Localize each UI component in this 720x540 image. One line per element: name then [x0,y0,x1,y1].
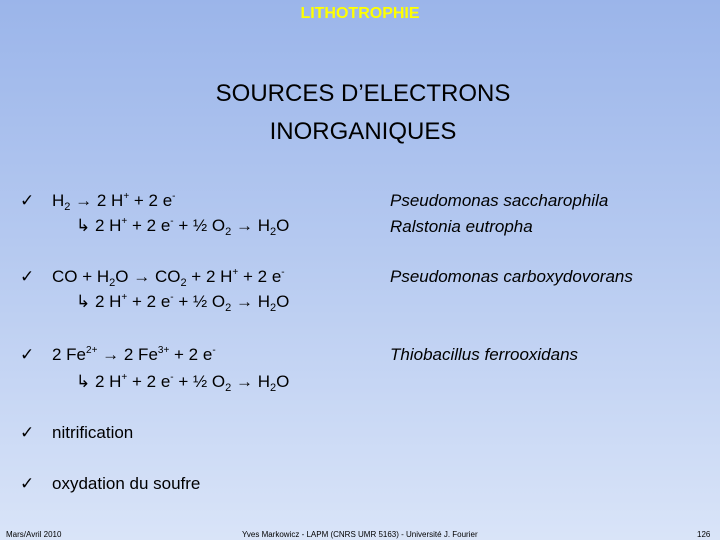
top-title: LITHOTROPHIE [300,5,420,22]
reaction-line-1: $H_2 \to 2$ H+ + 2 e- [52,191,176,213]
list-item [0,473,720,497]
list-item-label: oxydation du soufre [52,474,201,493]
reaction-line-2: ↳ 2 H+ + 2 e- + ½ $O_2 \to H_2O$ [76,292,290,314]
footer-date: Mars/Avril 2010 [6,530,62,539]
list-item [0,344,720,394]
check-icon: ✓ [20,345,35,364]
check-icon: ✓ [20,191,35,210]
page-number: 126 [697,530,711,539]
list-item [0,190,720,240]
list-item [0,422,720,446]
organism-name: Thiobacillus ferrooxidans [390,345,579,364]
list-item-label: nitrification [52,423,134,442]
organism-name: Pseudomonas carboxydovorans [390,267,633,286]
reaction-line-2: ↳ 2 H+ + 2 e- + ½ $O_2 \to H_2O$ [76,216,290,238]
reaction-line-1: 2 $Fe^{2+} \to 2$ $Fe^{3+} + 2$ e- [52,345,216,364]
title-line-1: SOURCES D’ELECTRONS [215,80,511,107]
title-line-2: INORGANIQUES [269,118,457,145]
footer-credit: Yves Markowicz - LAPM (CNRS UMR 5163) - Université J. Fourier [242,530,478,539]
reaction-line-2: ↳ 2 H+ + 2 e- + ½ $O_2 \to H_2O$ [76,372,290,394]
reaction-line-1: CO + $H_2O \to CO_2 + 2$ H+ + 2 e- [52,267,285,289]
check-icon: ✓ [20,423,35,442]
organism-name: Ralstonia eutropha [390,217,533,236]
organism-name: Pseudomonas saccharophila [390,191,609,210]
list-item [0,266,720,316]
check-icon: ✓ [20,267,35,286]
check-icon: ✓ [20,474,35,493]
page-title [0,75,720,151]
